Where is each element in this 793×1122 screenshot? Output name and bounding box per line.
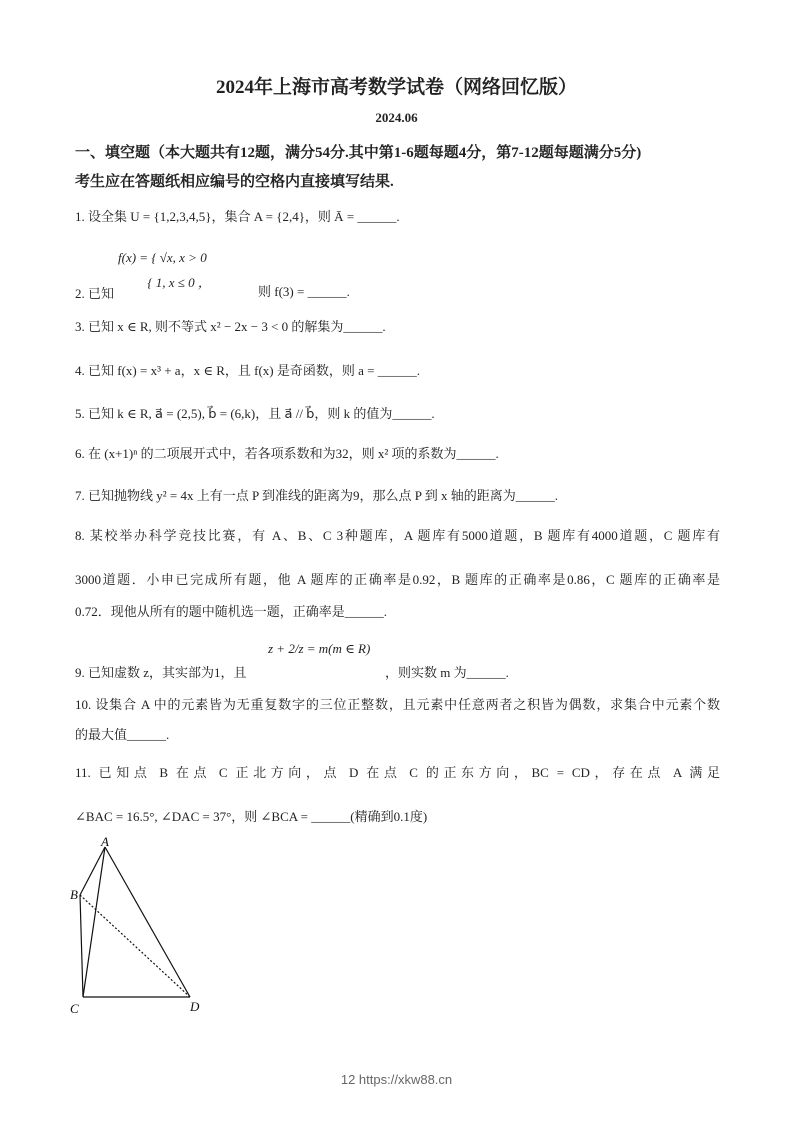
question-8-line2: 3000道题．小申已完成所有题，他 A 题库的正确率是0.92，B 题库的正确率是0.86，C 题库的正确率是 (75, 572, 720, 587)
page-title: 2024年上海市高考数学试卷（网络回忆版） (215, 77, 577, 98)
question-8-line3: 0.72．现他从所有的题中随机选一题，正确率是______. (75, 604, 388, 619)
question-10-line1: 10. 设集合 A 中的元素皆为无重复数字的三位正整数，且元素中任意两者之积皆为偶数，求集合中元素个数 (75, 697, 720, 712)
question-1: 1. 设全集 U = {1,2,3,4,5}，集合 A = {2,4}，则 Ā = ______. (75, 209, 400, 224)
line-AC (83, 847, 105, 997)
question-9-label: 9. 已知虚数 z，其实部为1，且 (75, 665, 247, 680)
question-11-line2: ∠BAC = 16.5°, ∠DAC = 37°，则 ∠BCA = ______(精确到0.1度) (75, 809, 428, 824)
label-A: A (101, 835, 109, 849)
question-10-line2: 的最大值______. (75, 727, 170, 742)
question-2-function-case2: { 1, x ≤ 0 ， (118, 275, 211, 290)
label-D: D (190, 999, 200, 1014)
exam-date: 2024.06 (375, 110, 418, 125)
question-9-ask: ，则实数 m 为______. (385, 665, 509, 680)
page-footer: 12 https://xkw88.cn (340, 1072, 453, 1087)
question-4: 4. 已知 f(x) = x³ + a，x ∈ R，且 f(x) 是奇函数，则 a = ______. (75, 363, 420, 378)
section-heading: 一、填空题（本大题共有12题，满分54分.其中第1-6题每题4分，第7-12题每题满分5分) (75, 145, 642, 161)
label-C: C (70, 1001, 79, 1016)
line-BC (80, 895, 83, 997)
question-11-line1: 11. 已知点 B 在点 C 正北方向，点 D 在点 C 的正东方向，BC = CD，存在点 A 满足 (75, 765, 720, 780)
line-BD-dotted (80, 895, 190, 997)
question-3: 3. 已知 x ∈ R, 则不等式 x² − 2x − 3 < 0 的解集为______. (75, 319, 386, 334)
question-8-line1: 8. 某校举办科学竞技比赛，有 A、B、C 3种题库，A 题库有5000道题，B 题库有4000道题，C 题库有 (75, 528, 720, 543)
question-2-ask: 则 f(3) = ______. (258, 284, 350, 299)
line-AD (105, 847, 190, 997)
triangle-figure (68, 835, 218, 1020)
section-instruction: 考生应在答题纸相应编号的空格内直接填写结果. (75, 174, 394, 190)
question-9-equation: z + 2/z = m(m ∈ R) (268, 641, 371, 656)
question-2-label: 2. 已知 (75, 286, 115, 301)
question-2-function-case1: f(x) = { √x, x > 0 (118, 250, 207, 265)
label-B: B (70, 887, 78, 902)
question-6: 6. 在 (x+1)ⁿ 的二项展开式中，若各项系数和为32，则 x² 项的系数为______. (75, 446, 499, 461)
question-7: 7. 已知抛物线 y² = 4x 上有一点 P 到准线的距离为9，那么点 P 到 x 轴的距离为______. (75, 488, 558, 503)
question-5: 5. 已知 k ∈ R, a⃗ = (2,5), b⃗ = (6,k)，且 a⃗ // b⃗，则 k 的值为______. (75, 406, 435, 421)
